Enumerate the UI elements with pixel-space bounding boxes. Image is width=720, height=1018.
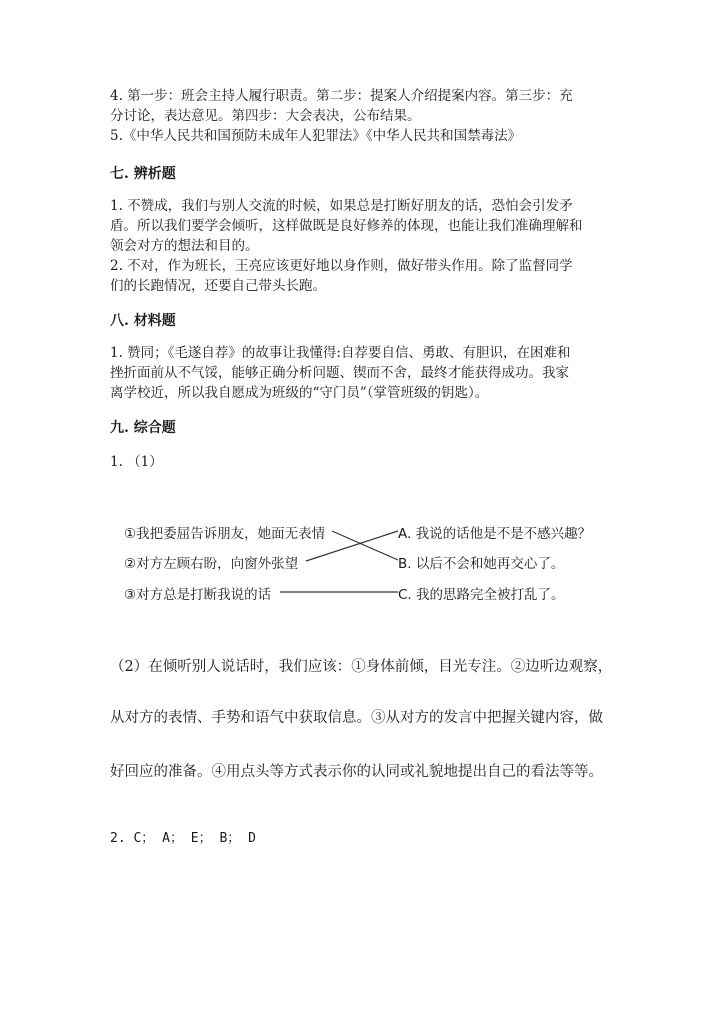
s7-answer-1-line-1: 1. 不赞成，我们与别人交流的时候，如果总是打断好朋友的话，恐怕会引发矛 [110, 198, 573, 214]
connector-2-A [306, 531, 398, 561]
s8-answer-1-line-3: 离学校近，所以我自愿成为班级的“守门员”（掌管班级的钥匙）。 [110, 385, 489, 401]
s7-answer-1-line-3: 领会对方的想法和目的。 [110, 238, 259, 254]
s7-answer-1-line-2: 盾。所以我们要学会倾听，这样做既是良好修养的体现，也能让我们准确理解和 [110, 218, 583, 234]
s7-answer-2-line-2: 们的长跑情况，还要自己带头长跑。 [110, 278, 326, 294]
connector-1-B [332, 531, 398, 560]
match-left-2: ②对方左顾右盼，向窗外张望 [124, 556, 299, 572]
match-right-A: A. 我说的话他是不是不感兴趣？ [398, 526, 592, 542]
match-left-3: ③对方总是打断我说的话 [124, 587, 272, 603]
s7-answer-2-line-1: 2. 不对，作为班长，王亮应该更好地以身作则，做好带头作用。除了监督同学 [110, 258, 573, 274]
section-8-heading: 八. 材料题 [110, 313, 176, 329]
match-right-B: B. 以后不会和她再交心了。 [398, 556, 565, 572]
q1-label: 1. （1） [110, 454, 163, 470]
answer-4-line-2: 分讨论，表达意见。第四步：大会表决，公布结果。 [110, 108, 421, 124]
q1-part2-line-2: 从对方的表情、手势和语气中获取信息。③从对方的发言中把握关键内容，做 [110, 710, 603, 726]
q1-part2-line-1: （2）在倾听别人说话时，我们应该：①身体前倾，目光专注。②边听边观察， [110, 659, 613, 675]
section-9-heading: 九. 综合题 [110, 420, 176, 436]
s8-answer-1-line-1: 1. 赞同；《毛遂自荐》的故事让我懂得:自荐要自信、勇敢、有胆识，在困难和 [110, 345, 571, 361]
section-7-heading: 七. 辨析题 [110, 166, 176, 182]
answer-4-line-1: 4. 第一步：班会主持人履行职责。第二步：提案人介绍提案内容。第三步：充 [110, 88, 573, 104]
answer-5: 5.《中华人民共和国预防未成年人犯罪法》《中华人民共和国禁毒法》 [110, 128, 522, 144]
match-right-C: C. 我的思路完全被打乱了。 [398, 587, 565, 603]
s8-answer-1-line-2: 挫折面前从不气馁，能够正确分析问题、锲而不舍，最终才能获得成功。我家 [110, 365, 569, 381]
match-left-1: ①我把委屈告诉朋友，她面无表情 [124, 526, 326, 542]
q2-answer: 2. C； A； E； B； D [110, 831, 256, 846]
q1-part2-line-3: 好回应的准备。④用点头等方式表示你的认同或礼貌地提出自己的看法等等。 [110, 764, 603, 780]
